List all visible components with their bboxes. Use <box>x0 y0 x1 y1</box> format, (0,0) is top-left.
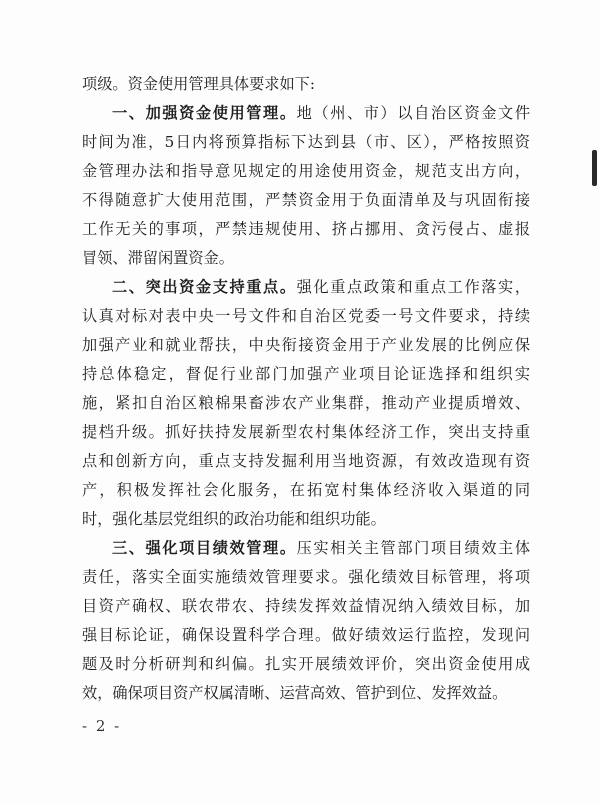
text-line <box>82 621 530 649</box>
line-text: 产，积极发挥社会化服务，在拓宽村集体经济收入渠道的同 <box>82 481 530 499</box>
text-line <box>112 99 530 127</box>
text-line <box>82 244 530 272</box>
line-text: 工作无关的事项，严禁违规使用、挤占挪用、贪污侵占、虚报 <box>82 220 530 238</box>
line-text: 强目标论证，确保设置科学合理。做好绩效运行监控，发现问 <box>82 626 530 644</box>
text-line <box>82 128 530 156</box>
text-line <box>112 534 530 562</box>
line-text: 责任，落实全面实施绩效管理要求。强化绩效目标管理，将项 <box>82 568 530 586</box>
text-line <box>82 157 530 185</box>
line-text: 点和创新方向，重点支持发掘利用当地资源，有效改造现有资 <box>82 452 530 470</box>
line-text: 认真对标对表中央一号文件和自治区党委一号文件要求，持续 <box>82 307 530 325</box>
text-line <box>82 679 530 707</box>
text-line <box>82 592 530 620</box>
text-line <box>82 331 530 359</box>
line-text: 地（州、市）以自治区资金文件 <box>296 104 531 122</box>
line-text: 项级。资金使用管理具体要求如下: <box>82 75 315 93</box>
line-text: 持总体稳定，督促行业部门加强产业项目论证选择和组织实 <box>82 365 530 383</box>
line-text: 不得随意扩大使用范围，严禁资金用于负面清单及与巩固衔接 <box>82 191 530 209</box>
scan-margin-mark <box>592 150 597 186</box>
line-text: 效，确保项目资产权属清晰、运营高效、管护到位、发挥效益。 <box>82 684 508 702</box>
text-line <box>82 186 530 214</box>
text-line <box>82 418 530 446</box>
text-line <box>82 563 530 591</box>
text-line <box>82 447 530 475</box>
section-heading: 二、突出资金支持重点。 <box>112 278 297 296</box>
line-text: 压实相关主管部门项目绩效主体 <box>296 539 531 557</box>
line-text: 提档升级。抓好扶持发展新型农村集体经济工作，突出支持重 <box>82 423 530 441</box>
text-line <box>82 389 530 417</box>
line-text: 加强产业和就业帮扶，中央衔接资金用于产业发展的比例应保 <box>82 336 530 354</box>
text-line <box>82 360 530 388</box>
text-line <box>112 273 530 301</box>
line-text: 时间为准，5日内将预算指标下达到县（市、区），严格按照资 <box>82 133 530 151</box>
text-line <box>82 650 530 678</box>
line-text: 时，强化基层党组织的政治功能和组织功能。 <box>82 510 386 528</box>
line-text: 金管理办法和指导意见规定的用途使用资金，规范支出方向， <box>82 162 530 180</box>
text-line <box>82 476 530 504</box>
section-heading: 三、强化项目绩效管理。 <box>112 539 297 557</box>
line-text: 强化重点政策和重点工作落实， <box>296 278 531 296</box>
line-text: 题及时分析研判和纠偏。扎实开展绩效评价，突出资金使用成 <box>82 655 530 673</box>
section-heading: 一、加强资金使用管理。 <box>112 104 297 122</box>
line-text: 施，紧扣自治区粮棉果畜涉农产业集群，推动产业提质增效、 <box>82 394 530 412</box>
text-line <box>82 302 530 330</box>
text-line <box>82 215 530 243</box>
line-text: 冒领、滞留闲置资金。 <box>82 249 234 267</box>
text-line <box>82 70 530 98</box>
page-number: - 2 - <box>82 717 122 735</box>
text-line <box>82 505 530 533</box>
line-text: 目资产确权、联农带农、持续发挥效益情况纳入绩效目标，加 <box>82 597 530 615</box>
